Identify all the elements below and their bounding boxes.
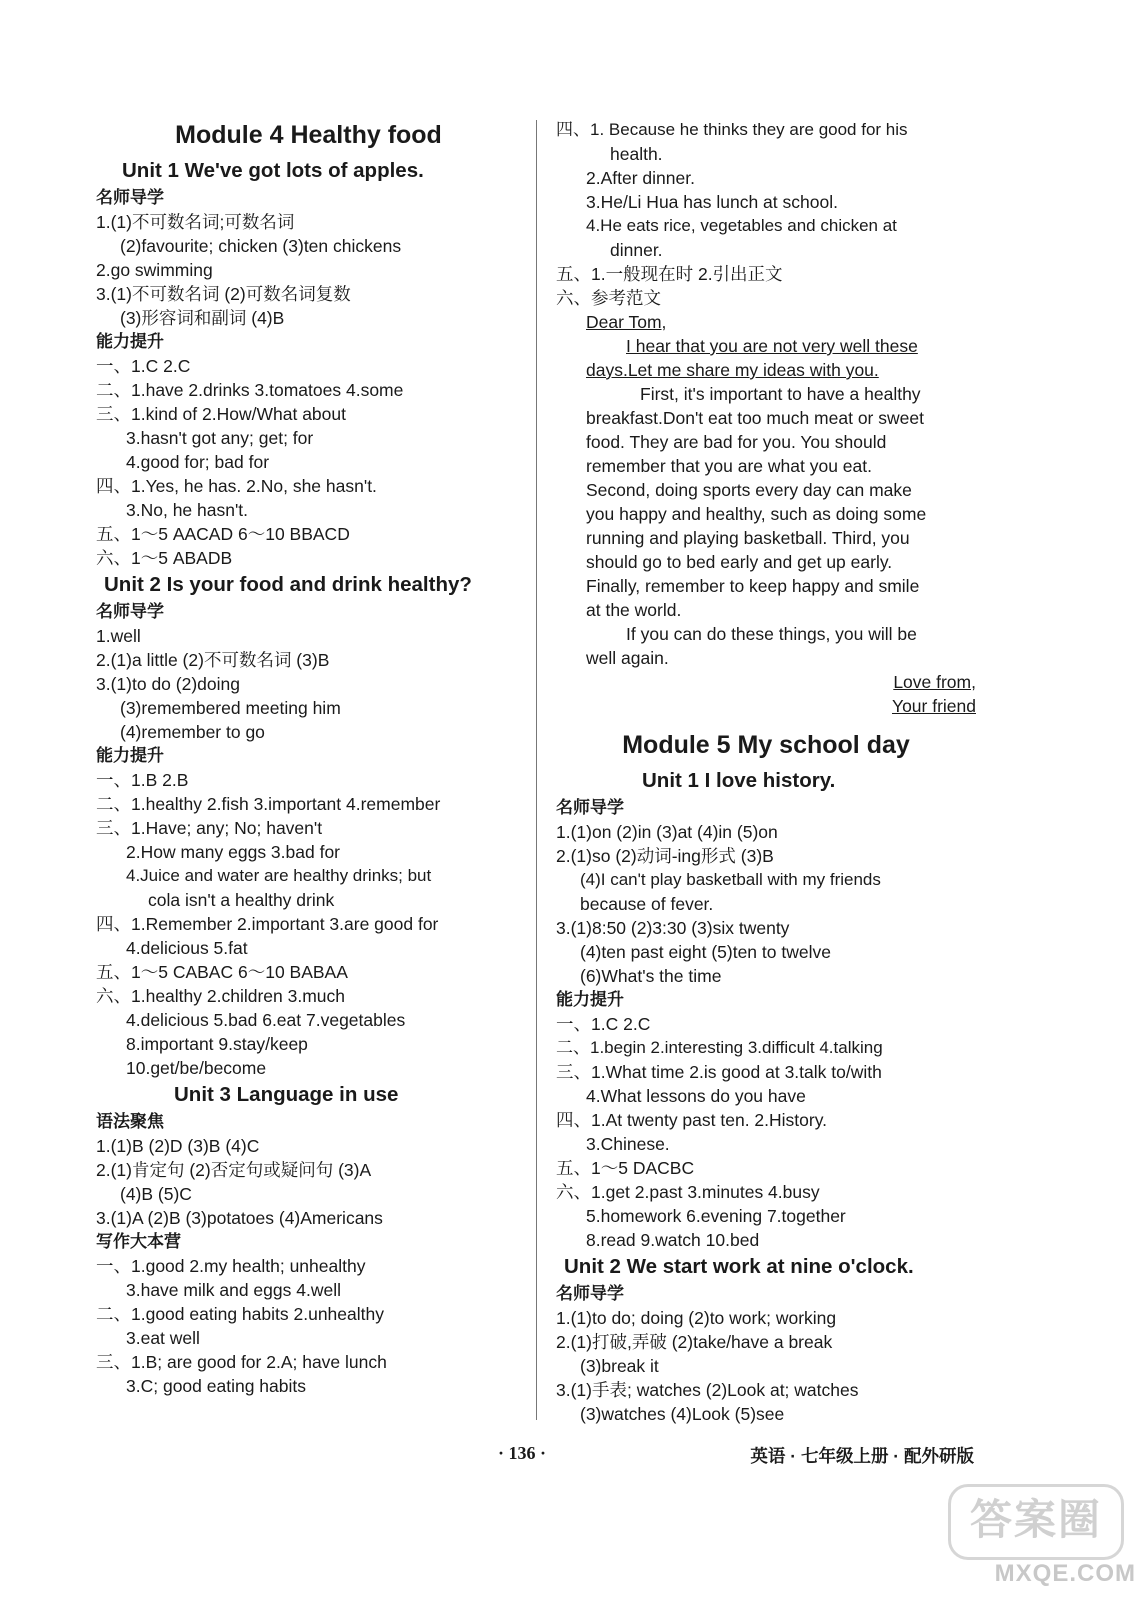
section-heading: 名师导学: [96, 188, 164, 207]
answer-line: 3.(1)不可数名词 (2)可数名词复数: [96, 284, 351, 304]
answer-line: 4.good for; bad for: [126, 452, 270, 472]
answer-line: (4)B (5)C: [120, 1184, 192, 1204]
answer-line: 4.He eats rice, vegetables and chicken at: [586, 216, 897, 235]
answer-line: health.: [610, 144, 663, 164]
answer-line: 一、1.B 2.B: [96, 770, 189, 790]
unit-1-title: Unit 1 I love history.: [642, 769, 836, 792]
watermark-url: MXQE.COM: [994, 1560, 1136, 1587]
answer-line: cola isn't a healthy drink: [148, 890, 335, 910]
section-heading: 名师导学: [556, 798, 624, 817]
answer-line: 二、1.good eating habits 2.unhealthy: [96, 1304, 384, 1324]
letter-line: well again.: [586, 648, 669, 668]
right-column: [556, 118, 976, 1426]
answer-line: 三、1.kind of 2.How/What about: [96, 404, 346, 424]
module-4-title: Module 4 Healthy food: [175, 121, 442, 149]
letter-line: should go to bed early and get up early.: [586, 552, 893, 572]
letter-closing: Love from,: [893, 672, 976, 692]
answer-line: 2.(1)a little (2)不可数名词 (3)B: [96, 650, 330, 670]
answer-line: 1.well: [96, 626, 141, 646]
answer-line: (3)形容词和副词 (4)B: [120, 308, 285, 328]
answer-line: 3.hasn't got any; get; for: [126, 428, 314, 448]
section-heading: 能力提升: [96, 332, 164, 351]
answer-line: 二、1.healthy 2.fish 3.important 4.remember: [96, 794, 441, 814]
answer-line: (3)watches (4)Look (5)see: [580, 1404, 785, 1424]
answer-line: 五、1～5 AACAD 6～10 BBACD: [96, 524, 350, 544]
answer-line: 3.Chinese.: [586, 1134, 670, 1154]
book-info: 英语 · 七年级上册 · 配外研版: [750, 1446, 974, 1466]
answer-line: (3)remembered meeting him: [120, 698, 341, 718]
answer-line: 三、1.Have; any; No; haven't: [96, 818, 323, 838]
answer-line: (6)What's the time: [580, 966, 722, 986]
section-heading: 能力提升: [96, 746, 164, 765]
answer-line: 四、1.Yes, he has. 2.No, she hasn't.: [96, 476, 377, 496]
letter-line: First, it's important to have a healthy: [640, 384, 921, 404]
section-heading: 语法聚焦: [96, 1112, 164, 1131]
answer-line: 2.(1)打破,弄破 (2)take/have a break: [556, 1332, 833, 1352]
answer-line: (4)I can't play basketball with my friends: [580, 870, 881, 889]
answer-line: 六、1.get 2.past 3.minutes 4.busy: [556, 1182, 820, 1202]
answer-line: 3.have milk and eggs 4.well: [126, 1280, 341, 1300]
watermark: [954, 1484, 1144, 1594]
letter-line: remember that you are what you eat.: [586, 456, 872, 476]
answer-line: (4)remember to go: [120, 722, 265, 742]
letter-line: food. They are bad for you. You should: [586, 432, 887, 452]
unit-2-title: Unit 2 We start work at nine o'clock.: [564, 1255, 914, 1278]
letter-line: I hear that you are not very well these: [626, 336, 918, 356]
answer-line: 二、1.begin 2.interesting 3.difficult 4.talking: [556, 1038, 883, 1057]
unit-1-title: Unit 1 We've got lots of apples.: [122, 159, 424, 182]
answer-line: 2.(1)so (2)动词-ing形式 (3)B: [556, 846, 774, 866]
section-heading: 名师导学: [96, 602, 164, 621]
answer-line: 六、1.healthy 2.children 3.much: [96, 986, 346, 1006]
answer-line: because of fever.: [580, 894, 714, 914]
answer-line: 2.go swimming: [96, 260, 213, 280]
answer-line: 2.How many eggs 3.bad for: [126, 842, 341, 862]
section-heading: 写作大本营: [96, 1232, 181, 1251]
answer-line: (2)favourite; chicken (3)ten chickens: [120, 236, 402, 256]
letter-greeting: Dear Tom,: [586, 312, 667, 332]
answer-line: 5.homework 6.evening 7.together: [586, 1206, 846, 1226]
answer-line: 六、参考范文: [556, 288, 661, 308]
answer-line: 3.(1)A (2)B (3)potatoes (4)Americans: [96, 1208, 383, 1228]
answer-line: 2.After dinner.: [586, 168, 695, 188]
sample-letter: [586, 310, 976, 718]
page-footer: [0, 1443, 1148, 1473]
answer-line: 三、1.What time 2.is good at 3.talk to/with: [556, 1062, 882, 1082]
answer-line: 4.delicious 5.fat: [126, 938, 248, 958]
answer-line: 3.eat well: [126, 1328, 200, 1348]
answer-line: 3.C; good eating habits: [126, 1376, 306, 1396]
answer-line: 四、1.Remember 2.important 3.are good for: [96, 914, 439, 934]
answer-line: 四、1.At twenty past ten. 2.History.: [556, 1110, 828, 1130]
answer-line: 3.He/Li Hua has lunch at school.: [586, 192, 838, 212]
answer-line: 一、1.good 2.my health; unhealthy: [96, 1256, 366, 1276]
answer-line: 1.(1)不可数名词;可数名词: [96, 212, 295, 232]
answer-line: 一、1.C 2.C: [96, 356, 191, 376]
answer-line: 8.important 9.stay/keep: [126, 1034, 308, 1054]
answer-line: 4.delicious 5.bad 6.eat 7.vegetables: [126, 1010, 406, 1030]
answer-line: 3.(1)to do (2)doing: [96, 674, 240, 694]
letter-line: running and playing basketball. Third, you: [586, 528, 910, 548]
answer-line: (3)break it: [580, 1356, 659, 1376]
section-heading: 名师导学: [556, 1284, 624, 1303]
answer-line: 六、1～5 ABADB: [96, 548, 233, 568]
answer-line: 4.What lessons do you have: [586, 1086, 806, 1106]
section-heading: 能力提升: [556, 990, 624, 1009]
letter-signature: Your friend: [892, 696, 976, 716]
answer-line: 3.No, he hasn't.: [126, 500, 249, 520]
answer-line: 一、1.C 2.C: [556, 1014, 651, 1034]
answer-line: 五、1.一般现在时 2.引出正文: [556, 264, 783, 284]
answer-line: 1.(1)to do; doing (2)to work; working: [556, 1308, 837, 1328]
answer-line: 1.(1)on (2)in (3)at (4)in (5)on: [556, 822, 778, 842]
watermark-logo: 答案圈: [948, 1484, 1124, 1560]
column-divider: [536, 120, 537, 1420]
letter-line: days.Let me share my ideas with you.: [586, 360, 879, 380]
answer-line: 三、1.B; are good for 2.A; have lunch: [96, 1352, 387, 1372]
letter-line: breakfast.Don't eat too much meat or sweet: [586, 408, 924, 428]
answer-line: 二、1.have 2.drinks 3.tomatoes 4.some: [96, 380, 404, 400]
letter-line: Second, doing sports every day can make: [586, 480, 912, 500]
answer-line: 五、1～5 CABAC 6～10 BABAA: [96, 962, 348, 982]
left-column: [96, 118, 521, 1398]
answer-line: 五、1～5 DACBC: [556, 1158, 695, 1178]
answer-line: 10.get/be/become: [126, 1058, 267, 1078]
letter-line: Finally, remember to keep happy and smile: [586, 576, 920, 596]
answer-line: 2.(1)肯定句 (2)否定句或疑问句 (3)A: [96, 1160, 372, 1180]
answer-line: 1.(1)B (2)D (3)B (4)C: [96, 1136, 260, 1156]
answer-line: 3.(1)8:50 (2)3:30 (3)six twenty: [556, 918, 790, 938]
answer-line: 8.read 9.watch 10.bed: [586, 1230, 760, 1250]
page-number: · 136 ·: [498, 1443, 547, 1463]
letter-line: If you can do these things, you will be: [626, 624, 917, 644]
unit-3-title: Unit 3 Language in use: [174, 1083, 399, 1106]
answer-line: 3.(1)手表; watches (2)Look at; watches: [556, 1380, 859, 1400]
module-5-title: Module 5 My school day: [622, 731, 910, 759]
answer-line: 4.Juice and water are healthy drinks; but: [126, 866, 432, 885]
letter-line: at the world.: [586, 600, 682, 620]
answer-line: dinner.: [610, 240, 663, 260]
answer-line: (4)ten past eight (5)ten to twelve: [580, 942, 831, 962]
unit-2-title: Unit 2 Is your food and drink healthy?: [104, 573, 472, 596]
letter-line: you happy and healthy, such as doing some: [586, 504, 927, 524]
answer-line: 四、1. Because he thinks they are good for his: [556, 120, 908, 139]
